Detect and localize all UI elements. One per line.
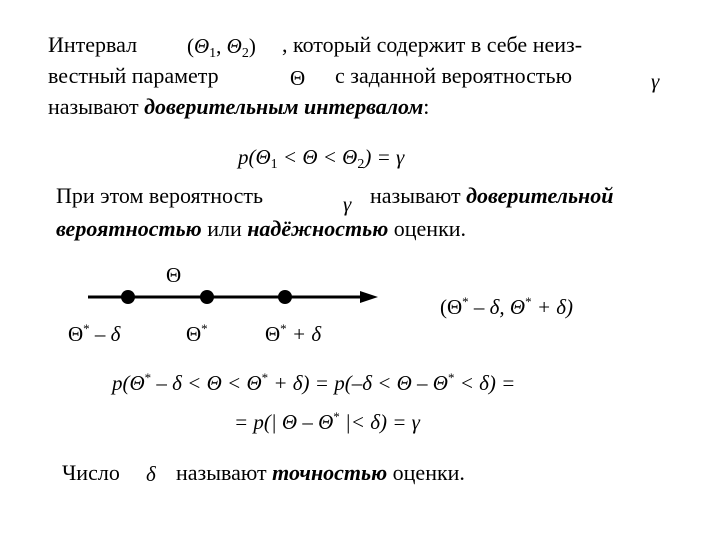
- point-left: [121, 290, 135, 304]
- equation-2: p(Θ* – δ < Θ < Θ* + δ) = p(–δ < Θ – Θ* < δ) =: [112, 370, 516, 395]
- para1-line3: называют доверительным интервалом:: [48, 94, 430, 119]
- number-axis: [80, 285, 380, 309]
- para1-line1: [48, 32, 137, 58]
- tick-mid-label: Θ*: [186, 321, 208, 346]
- tick-right-label: Θ* + δ: [265, 321, 322, 346]
- point-right: [278, 290, 292, 304]
- para2-line1-b: называют доверительной: [370, 183, 614, 208]
- term-confidence-prob: доверительной: [466, 183, 614, 208]
- interval-formula: ($\Theta_1$, $\Theta_2$): [187, 34, 256, 61]
- tick-left-label: Θ* – δ: [68, 321, 121, 346]
- point-mid: [200, 290, 214, 304]
- para1-line1-rest: , который содержит в себе неиз-: [282, 32, 583, 57]
- gamma-symbol-2: γ: [343, 192, 352, 216]
- term-reliability: надёжностью: [247, 216, 389, 241]
- axis-arrow: [360, 291, 378, 303]
- param-symbol: Θ: [290, 66, 306, 90]
- para3-a: Число: [62, 460, 120, 485]
- axis-label: Θ: [166, 263, 182, 287]
- para3-b: называют точностью оценки.: [176, 460, 465, 485]
- para1-line2: вестный параметр: [48, 63, 219, 88]
- interval-2: (Θ* – δ, Θ* + δ): [440, 294, 574, 319]
- gamma-symbol: γ: [651, 69, 660, 93]
- equation-1: $p(\Theta_1 < \Theta < \Theta_2) = \gamma$: [238, 145, 405, 172]
- word-interval: Интервал: [48, 32, 138, 57]
- para1-line2-b: с заданной вероятностью: [335, 63, 573, 88]
- term-confidence-interval: доверительным интервалом: [144, 94, 424, 119]
- para2-line1-a: При этом вероятность: [56, 183, 264, 208]
- para2-line2: вероятностью или надёжностью оценки.: [56, 216, 467, 241]
- equation-3: = p(| Θ – Θ* |< δ) = γ: [234, 409, 420, 434]
- delta-symbol: δ: [146, 462, 156, 486]
- term-accuracy: точностью: [272, 460, 388, 485]
